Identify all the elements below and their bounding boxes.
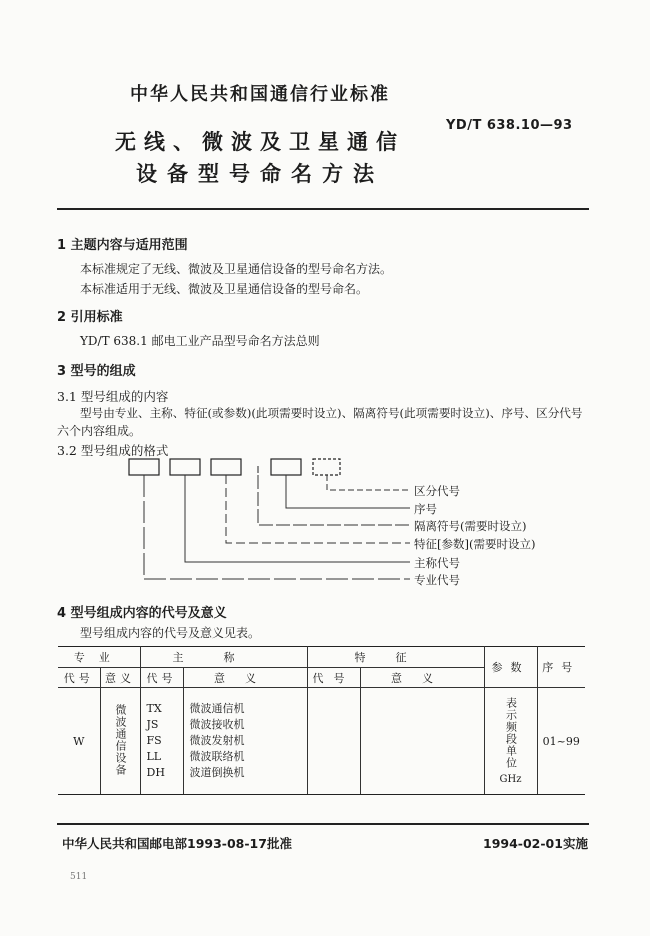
header-name-meaning: 意义 (183, 668, 307, 688)
name-code-cell (140, 688, 183, 795)
leader-seq (286, 475, 410, 508)
page-number: 511 (70, 872, 88, 882)
doc-title-line2: 设备型号命名方法 (136, 162, 384, 186)
effective-date: 1994-02-01实施 (483, 836, 588, 851)
name-meaning: 微波联络机 (189, 750, 245, 763)
major-meaning: 微波通信设备 (114, 703, 127, 776)
header-param: 参数 (484, 647, 537, 688)
name-meaning: 波道倒换机 (189, 766, 245, 779)
section-1-para-2: 本标准适用于无线、微波及卫星通信设备的型号命名。 (80, 282, 369, 296)
major-box (129, 459, 159, 475)
major-meaning-cell (100, 688, 140, 795)
name-code: LL (146, 750, 162, 763)
feature-meaning-cell (360, 688, 484, 795)
name-meaning-cell (183, 688, 307, 795)
seq-range-cell: 01~99 (537, 688, 585, 795)
feature-code-cell (307, 688, 360, 795)
section-3-2-heading: 3.2 型号组成的格式 (57, 443, 169, 458)
seq-box (271, 459, 301, 475)
section-4-intro: 型号组成内容的代号及意义见表。 (80, 626, 261, 640)
section-1-heading: 1 主题内容与适用范围 (57, 238, 188, 253)
footer-rule (57, 823, 589, 825)
diagram-label-seq: 序号 (414, 502, 437, 516)
name-code: TX (146, 702, 162, 715)
code-table (58, 646, 585, 795)
header-major-meaning: 意义 (100, 668, 140, 688)
diagram-label-major: 专业代号 (414, 573, 460, 587)
diagram-label-suffix: 区分代号 (414, 484, 460, 498)
leader-feature (226, 475, 410, 543)
name-code: FS (146, 734, 162, 747)
header-feature: 特征 (307, 647, 484, 668)
leader-major (144, 475, 410, 579)
section-4-heading: 4 型号组成内容的代号及意义 (57, 606, 227, 621)
param-cell (484, 688, 537, 795)
section-3-1-heading: 3.1 型号组成的内容 (57, 389, 169, 404)
name-code: JS (146, 718, 159, 731)
name-box (170, 459, 200, 475)
feature-box (211, 459, 241, 475)
header-feature-meaning: 意义 (360, 668, 484, 688)
param-unit: GHz (499, 774, 522, 785)
section-2-heading: 2 引用标准 (57, 310, 123, 325)
diagram-label-name: 主称代号 (414, 556, 460, 570)
suffix-box (313, 459, 340, 475)
header-rule (57, 208, 589, 210)
section-1-para-1: 本标准规定了无线、微波及卫星通信设备的型号命名方法。 (80, 262, 393, 276)
leader-suffix (327, 475, 410, 490)
diagram-label-separator: 隔离符号(需要时设立) (414, 519, 527, 533)
doc-title-line1: 无线、微波及卫星通信 (115, 130, 405, 154)
section-2-reference: YD/T 638.1 邮电工业产品型号命名方法总则 (80, 334, 320, 348)
section-3-1-para-2: 六个内容组成。 (57, 424, 142, 438)
name-meaning: 微波发射机 (189, 734, 245, 747)
header-name: 主称 (140, 647, 307, 668)
name-meaning: 微波接收机 (189, 718, 245, 731)
section-3-heading: 3 型号的组成 (57, 364, 136, 379)
param-text: 表示频段单位 (504, 697, 518, 769)
name-meaning: 微波通信机 (189, 702, 245, 715)
section-3-1-para-1: 型号由专业、主称、特征(或参数)(此项需要时设立)、隔离符号(此项需要时设立)、序号、区分代号 (80, 406, 583, 420)
header-feature-code: 代号 (307, 668, 360, 688)
standard-code: YD/T 638.10—93 (446, 118, 573, 133)
header-major: 专业 (58, 647, 140, 668)
name-code: DH (146, 766, 165, 779)
header-name-code: 代号 (140, 668, 183, 688)
diagram-label-feature: 特征[参数](需要时设立) (414, 537, 536, 551)
header-major-code: 代号 (58, 668, 100, 688)
org-title: 中华人民共和国通信行业标准 (130, 84, 390, 105)
approval-line: 中华人民共和国邮电部1993-08-17批准 (62, 836, 292, 851)
major-code-cell: W (58, 688, 100, 795)
header-seq: 序号 (537, 647, 585, 688)
leader-name (185, 475, 410, 562)
leader-separator (258, 475, 410, 525)
